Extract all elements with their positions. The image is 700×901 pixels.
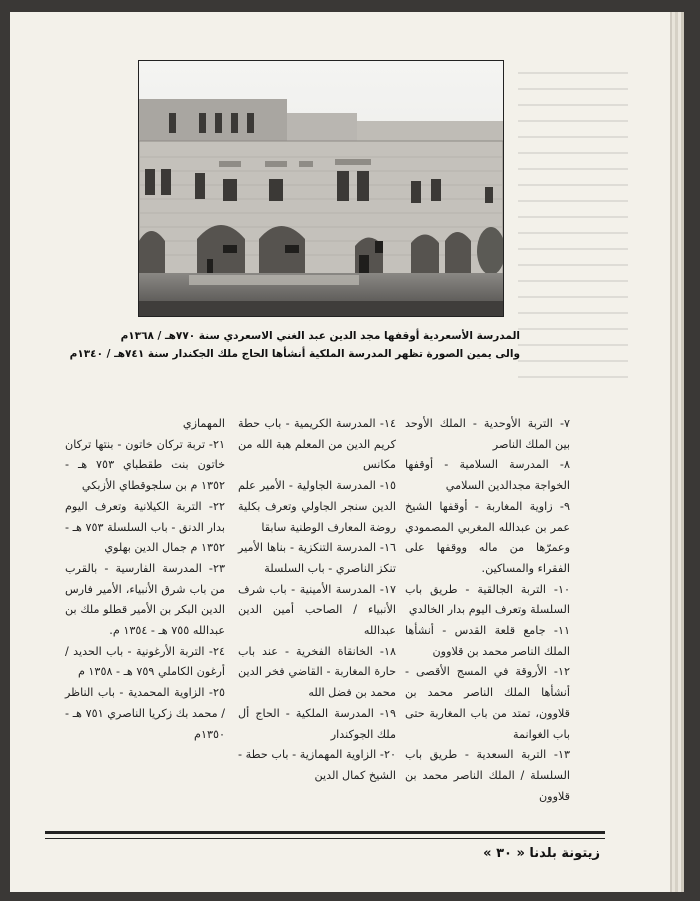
text-column-left [65,414,225,745]
list-item: ٢٠- الزاوية المهمازية - باب حطة - الشيخ كمال الدين [238,748,396,782]
list-item: ١٢- الأروقة في المسج الأقصى - أنشأها الملك الناصر محمد بن قلاوون، تمتد من باب المغاربة حتى باب الغوانمة [405,665,570,741]
list-item: ٢٢- التربة الكيلانية وتعرف اليوم بدار الدنق - باب السلسلة ٧٥٣ هـ - ١٣٥٢ م جمال الدين بهلوي [65,499,225,555]
list-item: ١٦- المدرسة التنكزية - بناها الأمير تنكز الناصري - باب السلسلة [238,541,396,575]
list-item: ١٥- المدرسة الجاولية - الأمير علم الدين سنجر الجاولي وتعرف بكلية روضة المعارف الوطنية سابقا [238,479,396,534]
building-photo [138,60,504,317]
photo-caption-line-2: والى يمين الصورة تظهر المدرسة الملكية أنشأها الحاج ملك الجكندار سنة ٧٤١هـ / ١٣٤٠م [69,348,520,360]
list-item: ١٣- التربة السعدية - طريق باب السلسلة / الملك الناصر محمد بن قلاوون [405,748,570,803]
page-footer [440,846,600,861]
magazine-page [10,12,670,892]
text-column-right [405,414,570,807]
list-item: ١٩- المدرسة الملكية - الحاج أل ملك الجوكندار [238,706,396,741]
photo-caption-line-1: المدرسة الأسعردية أوقفها مجد الدين عبد الغني الاسعردي سنة ٧٧٠هـ / ١٣٦٨م [120,330,520,342]
list-item: ١١- جامع قلعة القدس - أنشأها الملك الناصر محمد بن قلاوون [405,624,570,658]
footer-rule-thick [45,831,605,834]
list-item: ٢١- تربة تركان خاتون - بنتها تركان خاتون بنت طقطباي ٧٥٣ هـ - ١٣٥٢ م بن سلجوقطاي الأزبكي [65,437,226,493]
list-item: ٢٥- الزاوية المحمدية - باب الناظر / محمد بك زكريا الناصري ٧٥١ هـ - ١٣٥٠م [65,686,226,741]
bleed-through-text [518,72,628,432]
footer-rule-thin [45,838,605,839]
list-item: ١٧- المدرسة الأمينية - باب شرف الأنبياء / الصاحب أمين الدين عبدالله [238,582,396,638]
madrasa-photograph [139,61,503,316]
list-item: ٢٤- التربة الأرغونية - باب الحديد / أرغون الكاملي ٧٥٩ هـ - ١٣٥٨ م [65,644,225,679]
list-item: ٨- المدرسة السلامية - أوقفها الخواجة مجدالدين السلامي [405,458,570,493]
list-item: ١٤- المدرسة الكريمية - باب حطة كريم الدين من المعلم هبة الله من مكانس [238,417,396,472]
list-item: ٩- زاوية المغاربة - أوقفها الشيخ عمر بن عبدالله المغربي المصمودي وعمرّها من ماله ووقفها على الفقراء والمساكين. [405,499,570,575]
list-item: المهمازي [182,417,225,430]
list-item: ١٨- الخانقاة الفخرية - عند باب حارة المغاربة - القاضي فخر الدين محمد بن فضل الله [238,644,396,700]
list-item: ٧- التربة الأوحدية - الملك الأوحد بين الملك الناصر [405,417,570,451]
magazine-title: زيتونة بلدنا [529,846,600,861]
text-column-middle [238,414,396,787]
list-item: ٢٣- المدرسة الفارسية - بالقرب من باب شرق الأنبياء، الأمير فارس الدين البكر بن الأمير قطلو ملك بن عبدالله ٧٥٥ هـ - ١٣٥٤ م. [65,561,225,638]
list-item: ١٠- التربة الجالقية - طريق باب السلسلة وتعرف اليوم بدار الخالدي [405,582,570,617]
page-number: « ٣٠ » [483,846,525,861]
